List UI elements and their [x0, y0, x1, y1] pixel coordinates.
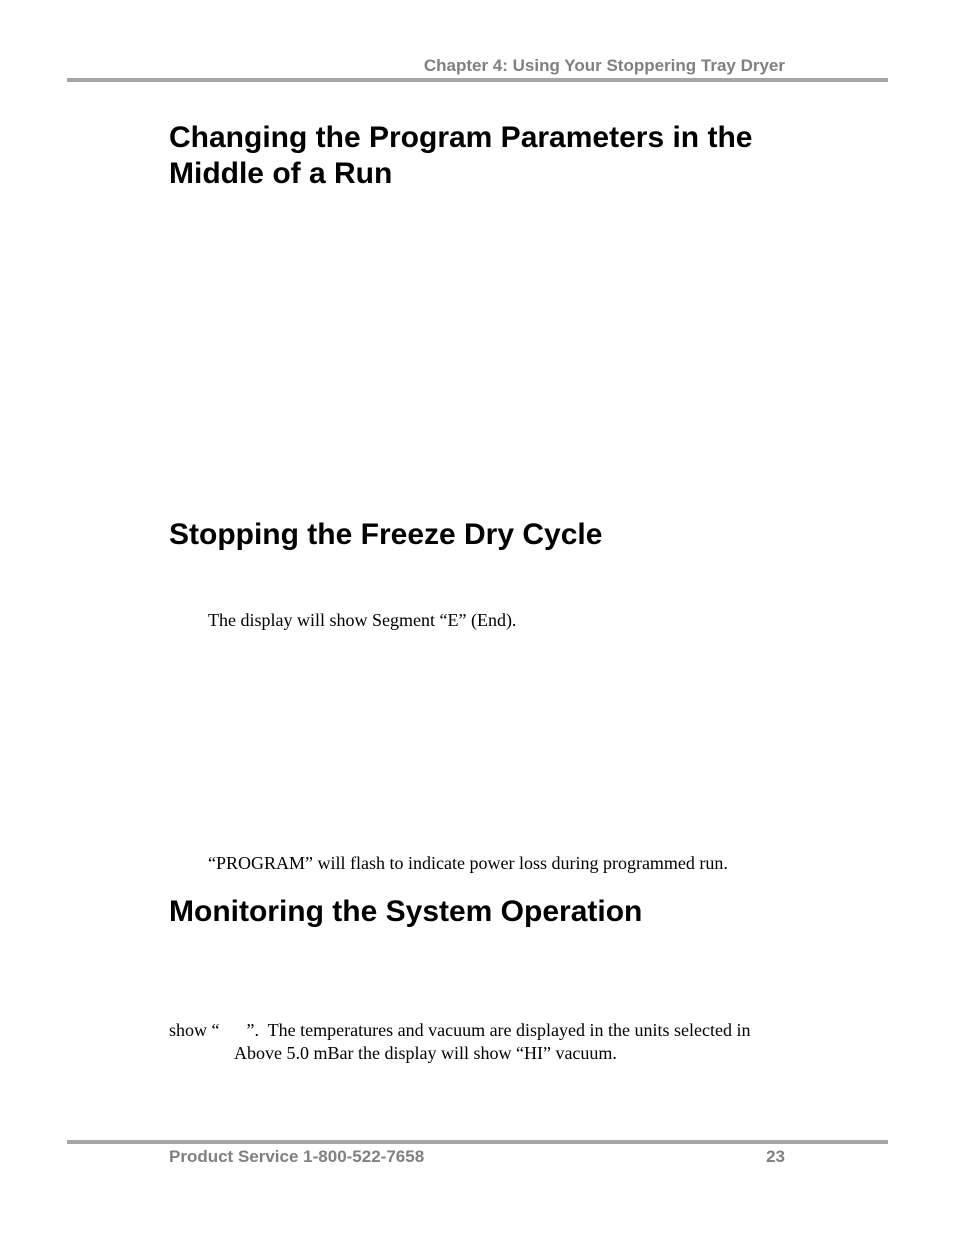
paragraph-monitoring-line2: Above 5.0 mBar the display will show “HI” vacuum. [234, 1043, 617, 1063]
footer-product-service: Product Service 1-800-522-7658 [169, 1147, 425, 1166]
page-number: 23 [766, 1147, 785, 1166]
heading-changing-line1: Changing the Program Parameters in the [169, 121, 753, 154]
paragraph-monitoring-line1: show “ ”. The temperatures and vacuum are displayed in the units selected in [169, 1020, 751, 1040]
heading-changing-line2: Middle of a Run [169, 157, 393, 190]
heading-stopping: Stopping the Freeze Dry Cycle [169, 518, 603, 551]
footer-rule [67, 1140, 888, 1144]
running-header: Chapter 4: Using Your Stoppering Tray Dryer [423, 56, 785, 75]
paragraph-end-segment: The display will show Segment “E” (End). [208, 610, 517, 630]
paragraph-power-loss: “PROGRAM” will flash to indicate power loss during programmed run. [208, 853, 728, 873]
heading-monitoring: Monitoring the System Operation [169, 895, 643, 928]
header-rule [67, 78, 888, 82]
